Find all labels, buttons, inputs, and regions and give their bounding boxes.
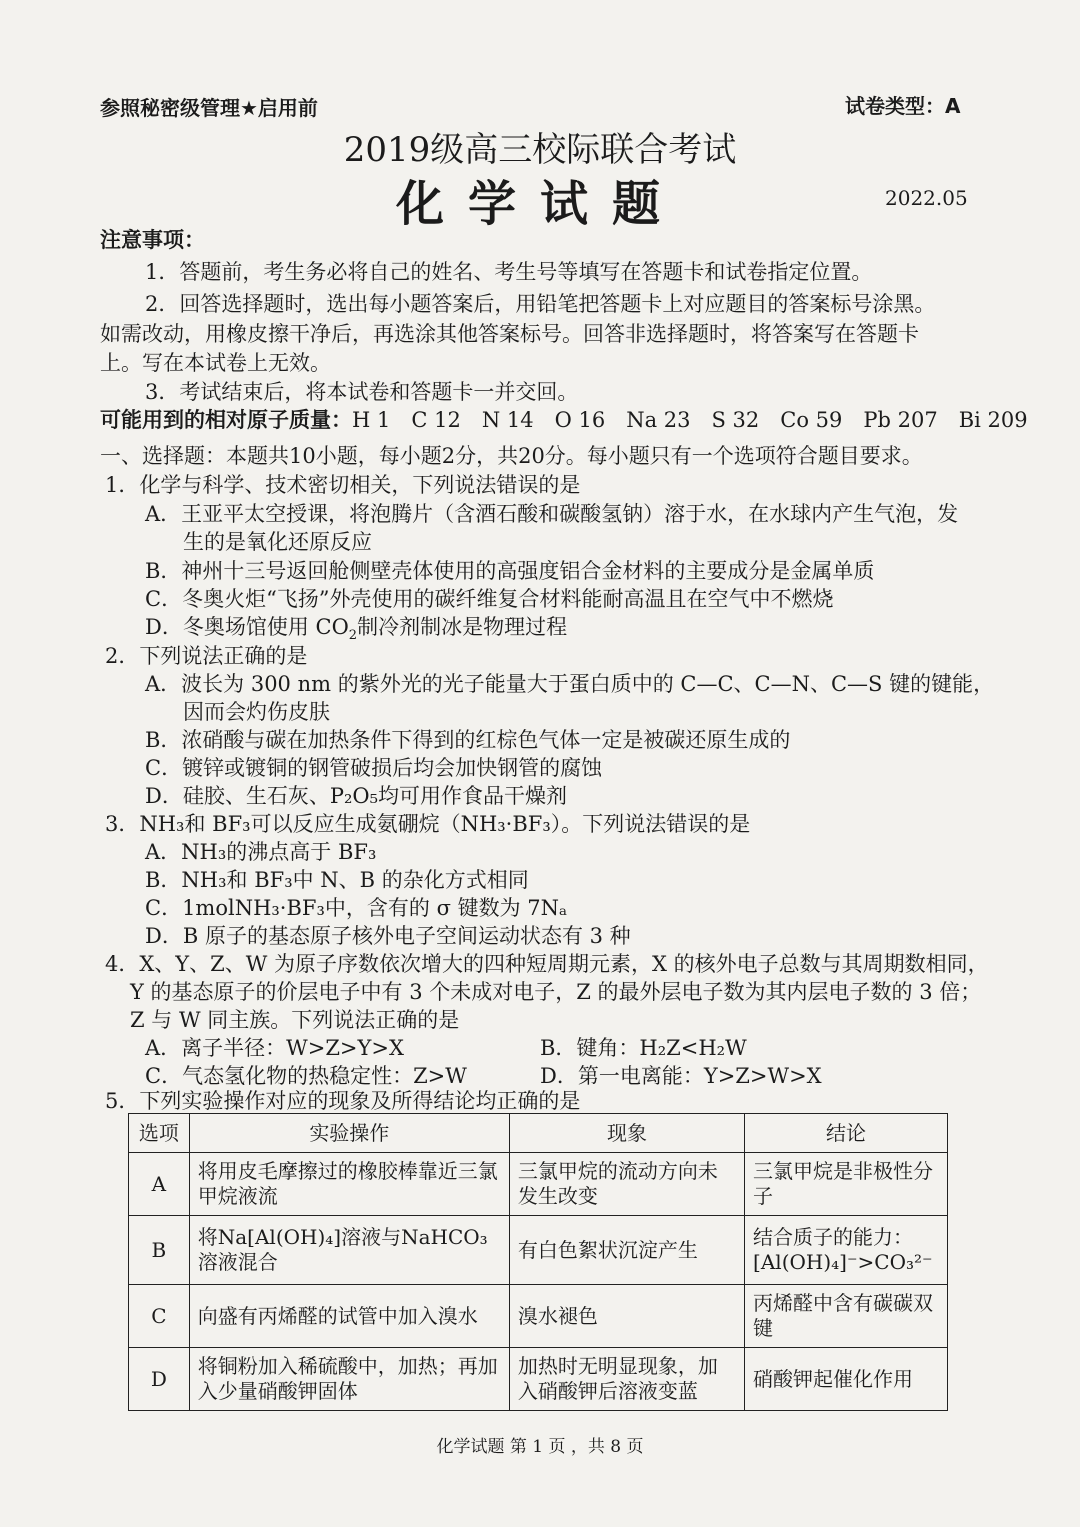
notes-title: 注意事项： (100, 228, 205, 252)
exam-name: 2019级高三校际联合考试 (343, 130, 737, 170)
q1-option-d (145, 611, 567, 643)
q4-stem-line-2: Y 的基态原子的价层电子中有 3 个未成对电子，Z 的最外层电子数为其内层电子数的 3 倍； (130, 980, 982, 1004)
phenomenon-cell: 三氯甲烷的流动方向未发生改变 (509, 1153, 744, 1216)
operation-cell: 将铜粉加入稀硫酸中，加热；再加入少量硝酸钾固体 (189, 1348, 509, 1411)
q2-option-a: A．波长为 300 nm 的紫外光的光子能量大于蛋白质中的 C—C、C—N、C—S 键的键能， (145, 672, 995, 696)
note-item-1: 1．答题前，考生务必将自己的姓名、考生号等填写在答题卡和试卷指定位置。 (145, 260, 873, 284)
q5-stem: 5．下列实验操作对应的现象及所得结论均正确的是 (105, 1089, 581, 1113)
q3-stem: 3．NH₃和 BF₃可以反应生成氨硼烷（NH₃·BF₃）。下列说法错误的是 (105, 812, 751, 836)
table-header-cell: 选项 (129, 1114, 190, 1153)
q4-option-d: D．第一电离能：Y>Z>W>X (540, 1064, 822, 1088)
q1-option-d-sub: 2 (348, 628, 358, 644)
conclusion-cell: 丙烯醛中含有碳碳双键 (745, 1285, 948, 1348)
q4-stem-line-3: Z 与 W 同主族。下列说法正确的是 (130, 1008, 460, 1032)
phenomenon-cell: 有白色絮状沉淀产生 (509, 1216, 744, 1285)
table-header-cell: 结论 (745, 1114, 948, 1153)
q4-stem-line-1: 4．X、Y、Z、W 为原子序数依次增大的四种短周期元素，X 的核外电子总数与其周期数相同， (105, 952, 989, 976)
note-item-2-line-1: 2．回答选择题时，选出每小题答案后，用铅笔把答题卡上对应题目的答案标号涂黑。 (145, 292, 936, 316)
q1-option-c: C．冬奥火炬“飞扬”外壳使用的碳纤维复合材料能耐高温且在空气中不燃烧 (145, 587, 834, 611)
q1-option-d-post: 制冷剂制冰是物理过程 (357, 615, 568, 639)
paper-type-label: 试卷类型：A (845, 94, 961, 118)
q3-option-a: A．NH₃的沸点高于 BF₃ (145, 840, 377, 864)
section-1-heading: 一、选择题：本题共10小题，每小题2分，共20分。每小题只有一个选项符合题目要求。 (100, 444, 923, 468)
q3-option-c: C．1molNH₃·BF₃中，含有的 σ 键数为 7Nₐ (145, 896, 568, 920)
q4-option-c: C．气态氢化物的热稳定性：Z>W (145, 1064, 467, 1088)
table-header-row (129, 1114, 948, 1153)
q1-stem: 1．化学与科学、技术密切相关，下列说法错误的是 (105, 473, 581, 497)
conclusion-cell: 结合质子的能力：[Al(OH)₄]⁻>CO₃²⁻ (745, 1216, 948, 1285)
note-item-2-line-2: 如需改动，用橡皮擦干净后，再选涂其他答案标号。回答非选择题时，将答案写在答题卡 (100, 322, 919, 346)
table-row (129, 1153, 948, 1216)
page-footer: 化学试题 第 1 页 ，共 8 页 (436, 1437, 644, 1457)
table-header-cell: 实验操作 (189, 1114, 509, 1153)
note-item-3: 3．考试结束后，将本试卷和答题卡一并交回。 (145, 380, 579, 404)
q1-option-d-pre: D．冬奥场馆使用 CO (145, 615, 349, 639)
q1-option-a: A．王亚平太空授课，将泡腾片（含酒石酸和碳酸氢钠）溶于水，在水球内产生气泡，发 (145, 502, 959, 526)
q3-option-b: B．NH₃和 BF₃中 N、B 的杂化方式相同 (145, 868, 529, 892)
q4-option-a: A．离子半径：W>Z>Y>X (145, 1036, 404, 1060)
page-title: 化学试题 (395, 176, 684, 232)
q3-option-d: D．B 原子的基态原子核外电子空间运动状态有 3 种 (145, 924, 631, 948)
option-cell: A (129, 1153, 190, 1216)
phenomenon-cell: 溴水褪色 (509, 1285, 744, 1348)
table-header-cell: 现象 (509, 1114, 744, 1153)
q2-option-d: D．硅胶、生石灰、P₂O₅均可用作食品干燥剂 (145, 784, 568, 808)
exam-date: 2022.05 (885, 186, 968, 210)
atomic-masses-label: 可能用到的相对原子质量： (100, 408, 352, 432)
atomic-masses-values: H 1 C 12 N 14 O 16 Na 23 S 32 Co 59 Pb 207 Bi 209 (352, 408, 1028, 432)
operation-cell: 将用皮毛摩擦过的橡胶棒靠近三氯甲烷液流 (189, 1153, 509, 1216)
table-row (129, 1285, 948, 1348)
conclusion-cell: 三氯甲烷是非极性分子 (745, 1153, 948, 1216)
option-cell: B (129, 1216, 190, 1285)
q2-stem: 2．下列说法正确的是 (105, 644, 308, 668)
q1-option-a-cont: 生的是氧化还原反应 (183, 530, 372, 554)
operation-cell: 将Na[Al(OH)₄]溶液与NaHCO₃溶液混合 (189, 1216, 509, 1285)
q1-option-b: B．神州十三号返回舱侧壁壳体使用的高强度铝合金材料的主要成分是金属单质 (145, 559, 875, 583)
experiment-table (128, 1113, 948, 1411)
option-cell: D (129, 1348, 190, 1411)
table-row (129, 1348, 948, 1411)
option-cell: C (129, 1285, 190, 1348)
note-item-2-line-3: 上。写在本试卷上无效。 (100, 351, 331, 375)
q2-option-c: C．镀锌或镀铜的钢管破损后均会加快钢管的腐蚀 (145, 756, 603, 780)
q4-option-b: B．键角：H₂Z<H₂W (540, 1036, 747, 1060)
conclusion-cell: 硝酸钾起催化作用 (745, 1348, 948, 1411)
q2-option-b: B．浓硝酸与碳在加热条件下得到的红棕色气体一定是被碳还原生成的 (145, 728, 791, 752)
phenomenon-cell: 加热时无明显现象，加入硝酸钾后溶液变蓝 (509, 1348, 744, 1411)
table-row (129, 1216, 948, 1285)
confidential-label: 参照秘密级管理★启用前 (100, 96, 318, 120)
atomic-masses (100, 404, 1028, 434)
operation-cell: 向盛有丙烯醛的试管中加入溴水 (189, 1285, 509, 1348)
q2-option-a-cont: 因而会灼伤皮肤 (183, 700, 330, 724)
